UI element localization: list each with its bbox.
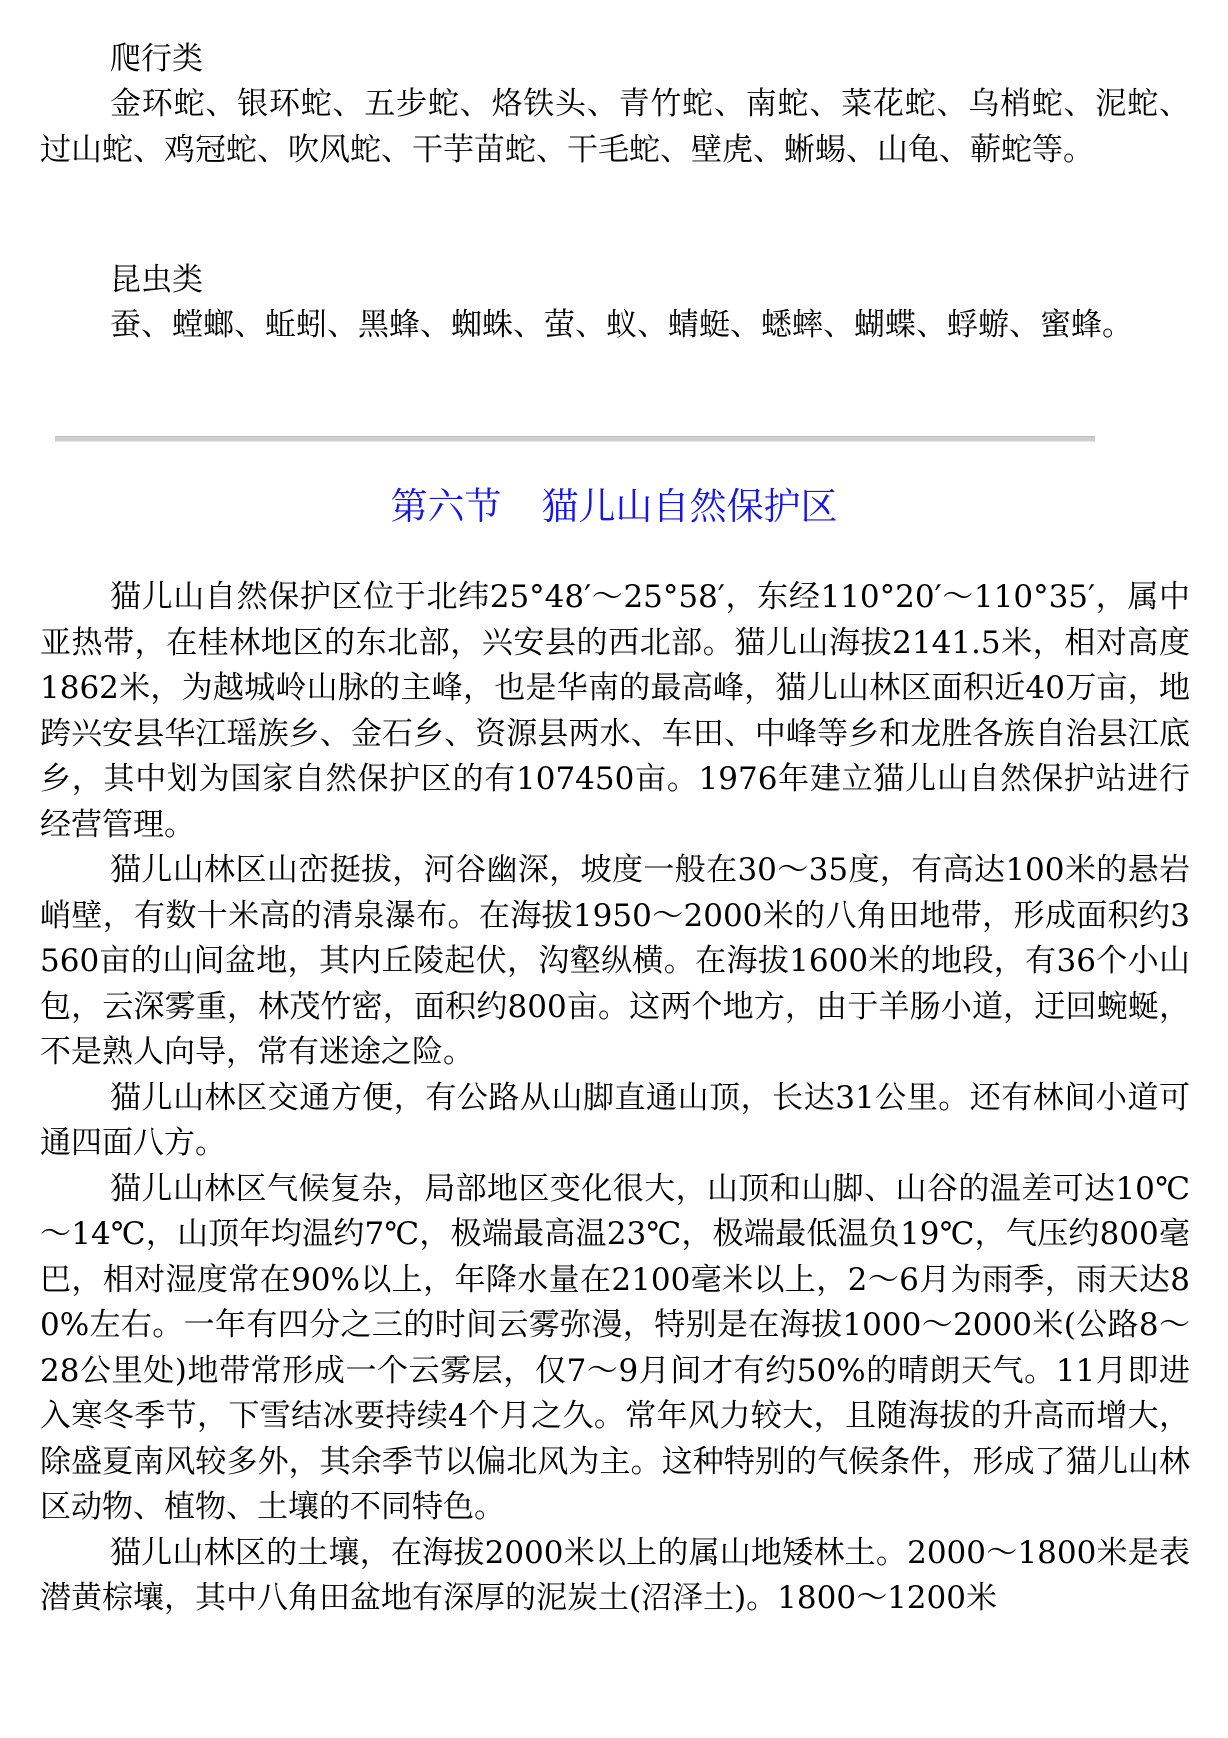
paragraph-transport: 猫儿山林区交通方便，有公路从山脚直通山顶，长达31公里。还有林间小道可通四面八方。 <box>40 1079 1190 1161</box>
section-name: 猫儿山自然保护区 <box>541 485 838 528</box>
horizontal-divider <box>55 436 1095 442</box>
paragraph-location: 猫儿山自然保护区位于北纬25°48′～25°58′，东经110°20′～110°35′，属中亚热带，在桂林地区的东北部，兴安县的西北部。猫儿山海拔2141.5米，相对高度1862米，为越城岭山脉的主峰，也是华南的最高峰，猫儿山林区面积近40万亩，地跨兴安县华江瑶族乡、金石乡、资源县两水、车田、中峰等乡和龙胜各族自治县江底乡，其中划为国家自然保护区的有107450亩。1976年建立猫儿山自然保护站进行经营管理。 <box>40 579 1190 843</box>
reptile-heading: 爬行类 <box>110 41 203 77</box>
reptile-section <box>40 37 1190 173</box>
paragraph-climate: 猫儿山林区气候复杂，局部地区变化很大，山顶和山脚、山谷的温差可达10℃～14℃，山顶年均温约7℃，极端最高温23℃，极端最低温负19℃，气压约800毫巴，相对湿度常在90%以上，年降水量在2100毫米以上，2～6月为雨季，雨天达80%左右。一年有四分之三的时间云雾弥漫，特别是在海拔1000～2000米(公路8～28公里处)地带常形成一个云雾层，仅7～9月间才有约50%的晴朗天气。11月即进入寒冬季节，下雪结冰要持续4个月之久。常年风力较大，且随海拔的升高而增大，除盛夏南风较多外，其余季节以偏北风为主。这种特别的气候条件，形成了猫儿山林区动物、植物、土壤的不同特色。 <box>40 1170 1190 1525</box>
insect-heading: 昆虫类 <box>110 262 203 298</box>
section-title <box>0 482 1228 532</box>
paragraph-soil: 猫儿山林区的土壤，在海拔2000米以上的属山地矮林土。2000～1800米是表潜黄棕壤，其中八角田盆地有深厚的泥炭土(沼泽土)。1800～1200米 <box>40 1534 1190 1616</box>
paragraph-terrain: 猫儿山林区山峦挺拔，河谷幽深，坡度一般在30～35度，有高达100米的悬岩峭壁，有数十米高的清泉瀑布。在海拔1950～2000米的八角田地带，形成面积约3560亩的山间盆地，其内丘陵起伏，沟壑纵横。在海拔1600米的地段，有36个小山包，云深雾重，林茂竹密，面积约800亩。这两个地方，由于羊肠小道，迂回蜿蜒，不是熟人向导，常有迷途之险。 <box>40 852 1190 1070</box>
section-body <box>40 575 1190 1622</box>
insect-section <box>40 258 1190 349</box>
reptile-list: 金环蛇、银环蛇、五步蛇、烙铁头、青竹蛇、南蛇、菜花蛇、乌梢蛇、泥蛇、过山蛇、鸡冠蛇、吹风蛇、干芋苗蛇、干毛蛇、壁虎、蜥蜴、山龟、蕲蛇等。 <box>40 86 1190 168</box>
insect-list: 蚕、螳螂、蚯蚓、黑蜂、蜘蛛、萤、蚁、蜻蜓、蟋蟀、蝴蝶、蜉蝣、蜜蜂。 <box>110 307 1133 343</box>
section-number: 第六节 <box>390 485 502 528</box>
